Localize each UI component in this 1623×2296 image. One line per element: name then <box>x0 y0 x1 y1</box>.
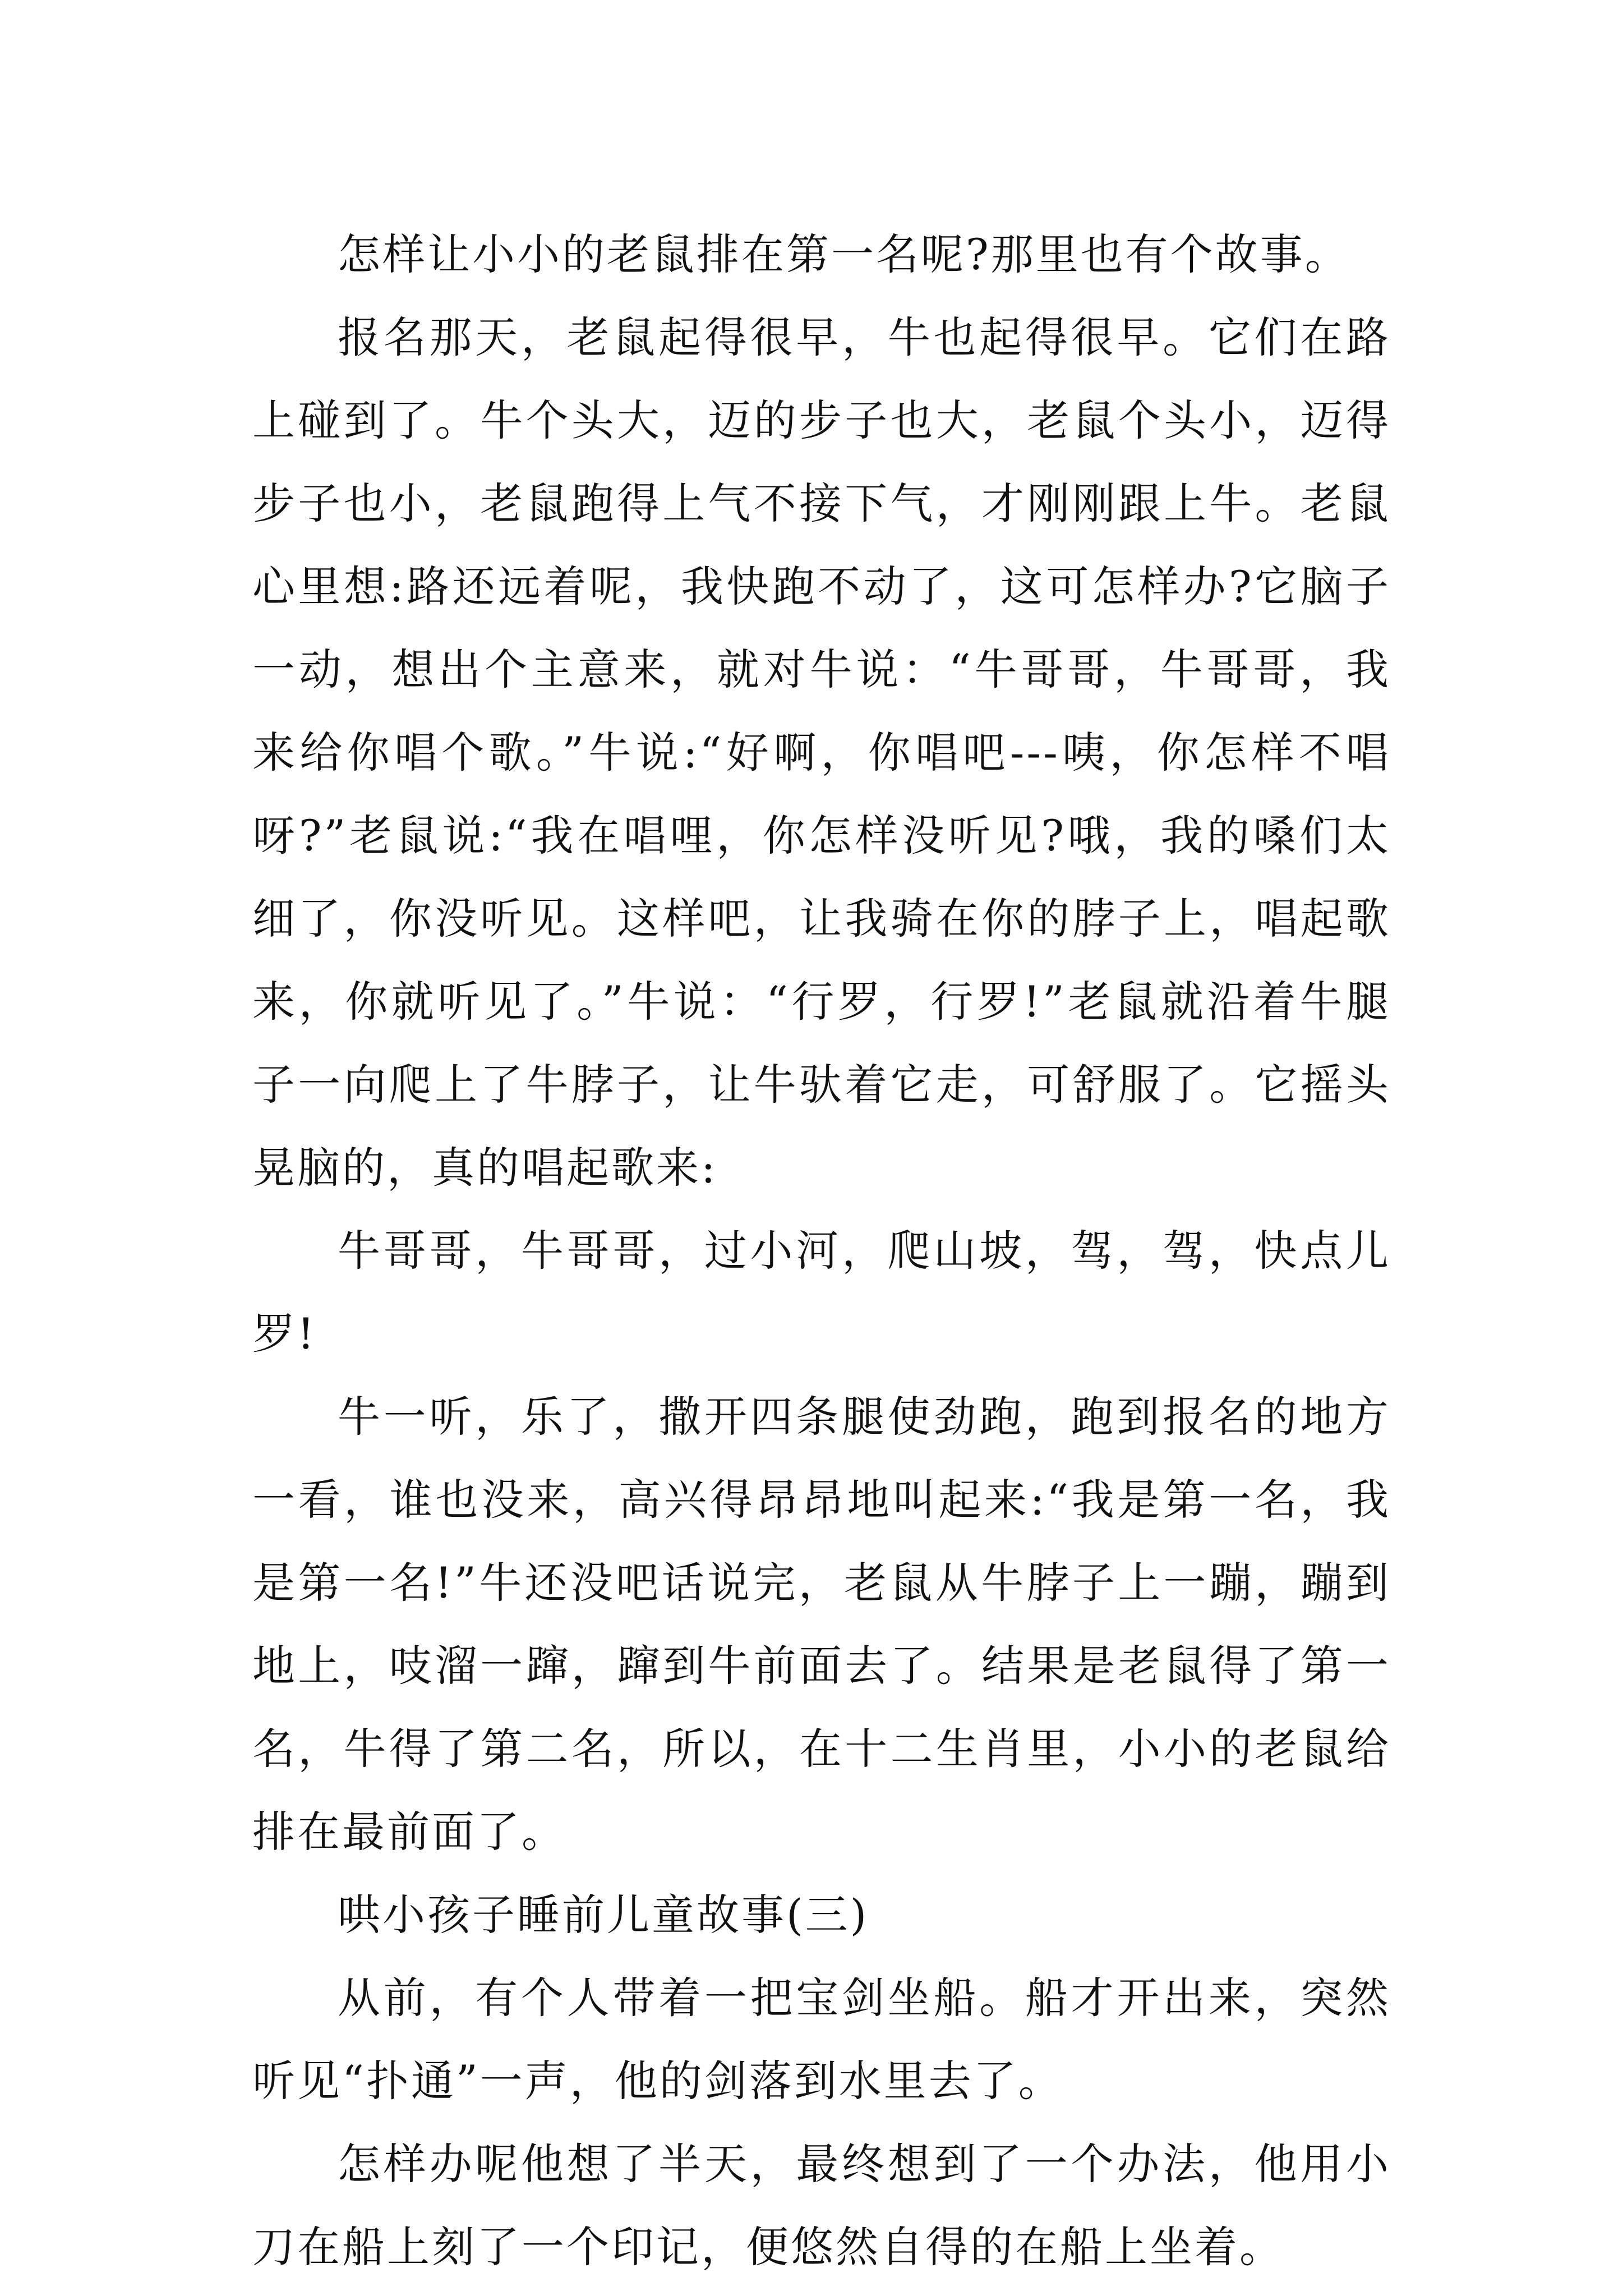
document-page <box>252 213 1391 2289</box>
paragraph: 怎样让小小的老鼠排在第一名呢?那里也有个故事。 <box>338 229 1350 279</box>
paragraph: 从前，有个人带着一把宝剑坐船。船才开出来，突然听见“扑通”一声，他的剑落到水里去了。 <box>252 1973 1391 2106</box>
paragraph: 牛一听，乐了，撒开四条腿使劲跑，跑到报名的地方一看，谁也没来，高兴得昂昂地叫起来:“我是第一名，我是第一名!”牛还没吧话说完，老鼠从牛脖子上一蹦，蹦到地上，吱溜一蹿，蹿到牛前面去了。结果是老鼠得了第一名，牛得了第二名，所以，在十二生肖里，小小的老鼠给排在最前面了。 <box>252 1392 1391 1857</box>
paragraph: 报名那天，老鼠起得很早，牛也起得很早。它们在路上碰到了。牛个头大，迈的步子也大，老鼠个头小，迈得步子也小，老鼠跑得上气不接下气，才刚刚跟上牛。老鼠心里想:路还远着呢，我快跑不动了，这可怎样办?它脑子一动，想出个主意来，就对牛说：“牛哥哥，牛哥哥，我来给你唱个歌。”牛说:“好啊，你唱吧---咦，你怎样不唱呀?”老鼠说:“我在唱哩，你怎样没听见?哦，我的嗓们太细了，你没听见。这样吧，让我骑在你的脖子上，唱起歌来，你就听见了。”牛说：“行罗，行罗!”老鼠就沿着牛腿子一向爬上了牛脖子，让牛驮着它走，可舒服了。它摇头晃脑的，真的唱起歌来: <box>252 312 1391 1193</box>
section-heading: 哄小孩子睡前儿童故事(三) <box>338 1890 869 1940</box>
paragraph: 牛哥哥，牛哥哥，过小河，爬山坡，驾，驾，快点儿罗! <box>252 1226 1391 1359</box>
paragraph: 怎样办呢他想了半天，最终想到了一个办法，他用小刀在船上刻了一个印记，便悠然自得的在船上坐着。 <box>252 2139 1391 2272</box>
